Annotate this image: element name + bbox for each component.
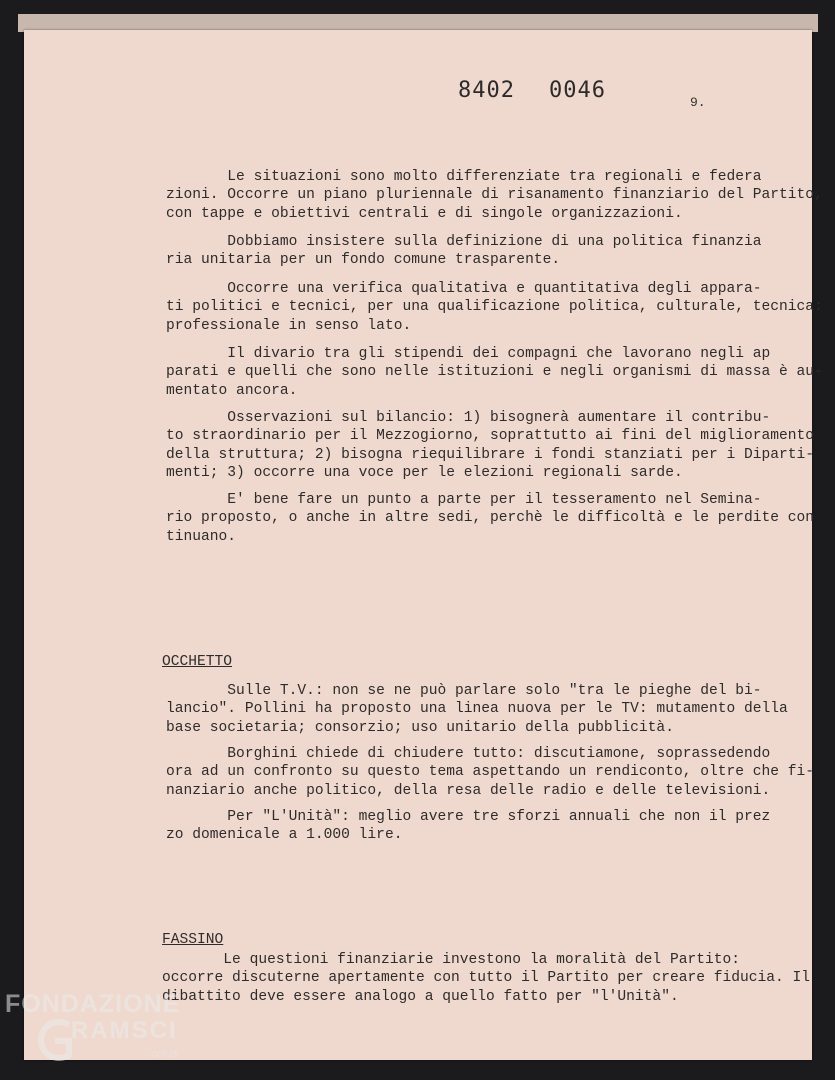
occhetto-paragraph-1: Sulle T.V.: non se ne può parlare solo "tra le pieghe del bi- lancio". Pollini ha proposto una linea nuova per le TV: mutamento base societaria; consorzio; uso unitario della pubblicità. (166, 683, 762, 736)
occhetto-paragraph-3: Per "L'Unità": meglio avere tre sforzi annuali che non il prez zo domenicale a 1.000 lire. (166, 809, 771, 844)
archive-number-right: 0046 (548, 78, 606, 103)
paragraph-2: Dobbiamo insistere sulla definizione di una politica finanzia ria unitaria per un fondo comune trasparente. (166, 234, 762, 269)
watermark-line-2: RAMSCI (71, 1017, 178, 1044)
watermark-line-1: FONDAZIONE (5, 990, 181, 1018)
watermark-fondazione-gramsci (5, 990, 205, 1075)
paragraph-4: Il divario tra gli stipendi dei compagni che lavorano negli parati e quelli che sono nelle istituzioni e negli organismi di massa mentato ancora. (166, 346, 771, 399)
paragraph-1: Le situazioni sono molto differenziate tra regionali e federa zioni. Occorre un piano pluriennale di risanamento finanziario del con tappe e obiettivi centrali e di singole organizzazioni. (166, 169, 762, 222)
gramsci-g-logo-icon (35, 1015, 75, 1067)
speaker-heading-fassino: FASSINO (162, 932, 224, 948)
paragraph-5: Osservazioni sul bilancio: 1) bisognerà aumentare il contribu- to straordinario per il Mezzogiorno, soprattutto ai fini del miglioramento della struttura; 2) bisogna riequilibrare i fondi stanziati per i menti; 3) occorre una voce per le elezioni regionali sarde. (166, 410, 815, 482)
occhetto-paragraph-2: Borghini chiede di chiudere tutto: discutiamone, soprassedendo ora ad un confronto su questo tema aspettando un rendiconto, oltre nanziario anche politico, della resa delle radio e delle televisioni. (166, 746, 771, 799)
fassino-paragraph-1: Le questioni finanziarie investono la moralità del Partito: occorre discuterne apertamente con tutto il Partito per creare fiducia. dibattito deve essere analogo a quello fatto per "l'Unità". (162, 952, 784, 1005)
speaker-heading-occhetto: OCCHETTO (162, 654, 233, 670)
watermark-suffix: onlus (151, 1048, 178, 1060)
page-number: 9. (690, 95, 706, 110)
paragraph-6: E' bene fare un punto a parte per il tesseramento nel Semina- rio proposto, o anche in altre sedi, perchè le difficoltà e le perdite tinuano. (166, 492, 780, 545)
paragraph-3: Occorre una verifica qualitativa e quantitativa degli appara- ti politici e tecnici, per una qualificazione politica, culturale, professionale in senso lato. (166, 281, 762, 334)
archive-stamp-number (458, 78, 606, 103)
archive-number-left: 8402 (458, 78, 515, 103)
